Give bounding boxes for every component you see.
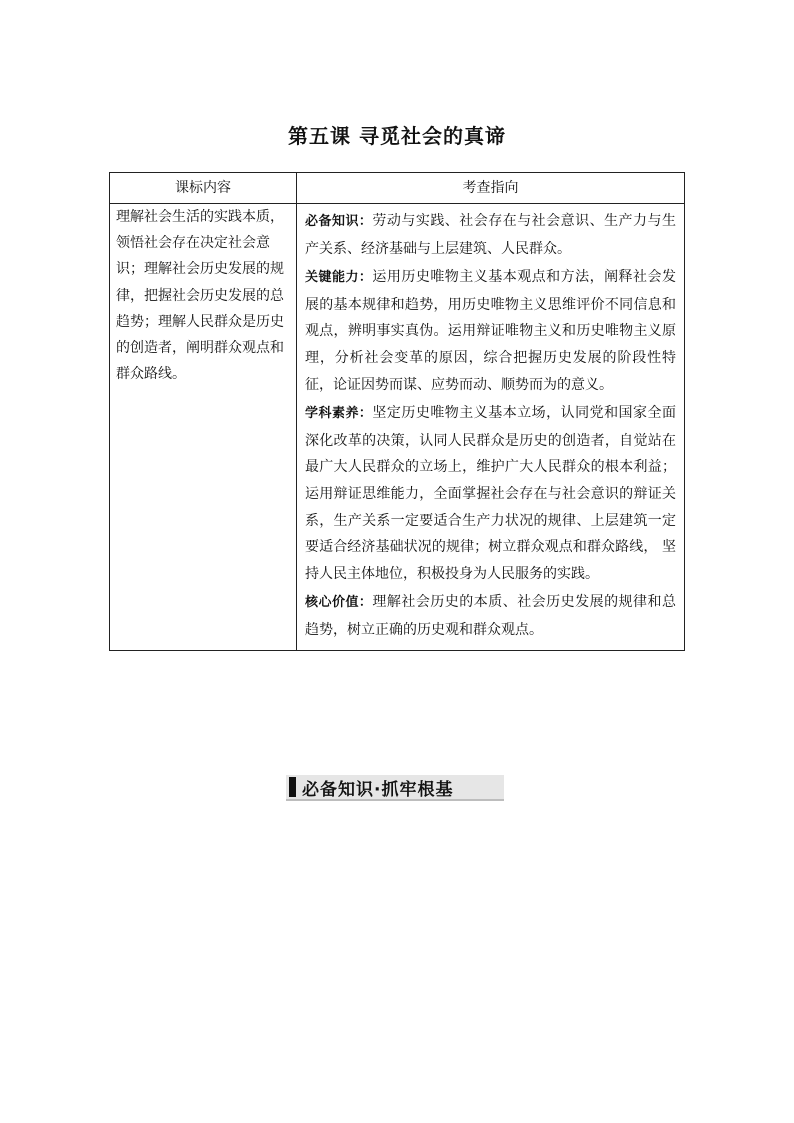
header-exam-focus: 考查指向 — [297, 173, 685, 204]
section-core-value — [305, 589, 676, 643]
section-label: 必备知识： — [305, 214, 373, 229]
table-header-row — [110, 173, 685, 204]
section-text: 劳动与实践、社会存在与社会意识、生产力与生产关系、经济基础与上层建筑、人民群众。 — [305, 213, 676, 257]
section-text: 理解社会历史的本质、社会历史发展的规律和总趋势，树立正确的历史观和群众观点。 — [305, 594, 676, 638]
banner-title: 必备知识·抓牢根基 — [302, 779, 454, 800]
section-subject-literacy — [305, 400, 676, 587]
lesson-title: 第五课 寻觅社会的真谛 — [288, 124, 506, 148]
curriculum-content-cell: 理解社会生活的实践本质，领悟社会存在决定社会意识；理解社会历史发展的规律，把握社会历史发展的总趋势；理解人民群众是历史的创造者，阐明群众观点和群众路线。 — [110, 204, 297, 651]
section-label: 关键能力： — [305, 270, 373, 286]
section-banner — [286, 775, 504, 801]
section-text: 运用历史唯物主义基本观点和方法，阐释社会发展的基本规律和趋势，用历史唯物主义思维评价不同信息和观点，辨明事实真伪。运用辩证唯物主义和历史唯物主义原理，分析社会变革的原因，综合把握历史发展的阶段性特征，论证因势而谋、应势而动、顺势而为的意义。 — [305, 269, 676, 393]
header-curriculum-content: 课标内容 — [110, 173, 297, 204]
section-essential-knowledge — [305, 208, 676, 262]
section-label: 核心价值： — [305, 595, 373, 611]
table-row — [110, 204, 685, 651]
section-label: 学科素养： — [305, 406, 373, 422]
banner-bar-icon — [289, 777, 296, 797]
exam-focus-cell — [297, 204, 685, 651]
section-key-ability — [305, 264, 676, 398]
curriculum-table — [109, 172, 685, 651]
section-text: 坚定历史唯物主义基本立场，认同党和国家全面深化改革的决策，认同人民群众是历史的创造者，自觉站在最广大人民群众的立场上，维护广大人民群众的根本利益；运用辩证思维能力，全面掌握社会存在与社会意识的辩证关系，生产关系一定要适合生产力状况的规律、上层建筑一定要适合经济基础状况的规律；树立群众观点和群众路线， 坚持人民主体地位，积极投身为人民服务的实践。 — [305, 405, 676, 582]
